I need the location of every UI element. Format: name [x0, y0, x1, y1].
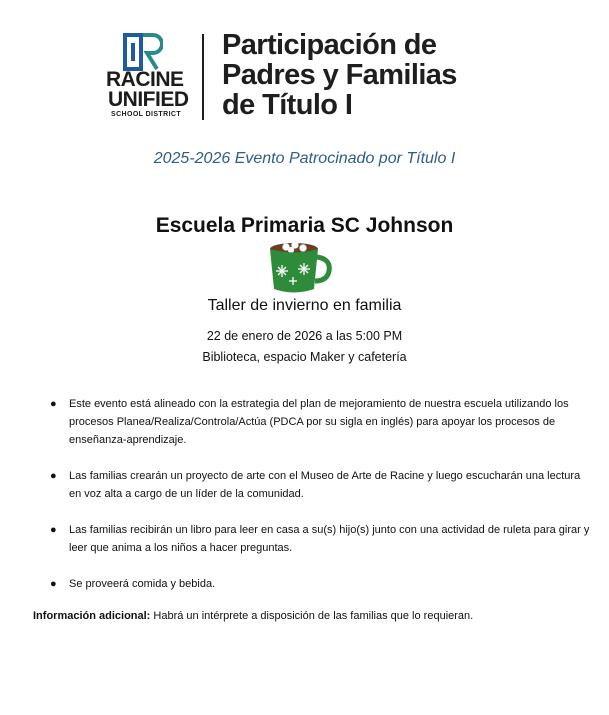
bullet-icon: ● [50, 524, 57, 536]
bullet-icon: ● [50, 398, 57, 410]
list-item-text: Las familias crearán un proyecto de arte con el Museo de Arte de Racine y luego escucharán una lectura en voz alta a cargo de un líder de la comunidad. [69, 470, 581, 500]
hot-cocoa-mug-icon [262, 239, 332, 297]
logo-text-unified: UNIFIED [108, 88, 189, 111]
additional-info-label: Información adicional: [33, 610, 151, 622]
additional-info-text: Habrá un intérprete a disposición de las familias que lo requieran. [150, 610, 474, 622]
logo-text-school-district: SCHOOL DISTRICT [111, 111, 182, 118]
event-location: Biblioteca, espacio Maker y cafetería [202, 350, 407, 364]
additional-info [33, 610, 473, 622]
list-item-text: Este evento está alineado con la estrategia del plan de mejoramiento de nuestra escuela utilizando los procesos Planea/Realiza/Controla/Actúa (PDCA por su sigla en inglés) para apoyar los procesos de enseñanza-aprendizaje. [69, 398, 569, 446]
event-details-list [50, 395, 595, 611]
title-line-2: Padres y Familias [222, 59, 457, 91]
page-title [222, 30, 457, 120]
list-item [50, 395, 595, 449]
title-line-1: Participación de [222, 29, 437, 61]
event-date: 22 de enero de 2026 a las 5:00 PM [206, 329, 403, 343]
list-item [50, 575, 595, 593]
list-item-text: Las familias recibirán un libro para leer en casa a su(s) hijo(s) junto con una actividad de ruleta para girar y leer que anima a los niños a hacer preguntas. [69, 524, 590, 554]
logo-text-racine: RACINE [106, 68, 184, 91]
header-divider [202, 34, 204, 120]
title-line-3: de Título I [222, 89, 353, 121]
list-item [50, 467, 595, 503]
event-title: Taller de invierno en familia [207, 297, 402, 314]
header [0, 0, 609, 140]
racine-unified-logo-icon [123, 33, 163, 71]
bullet-icon: ● [50, 578, 57, 590]
bullet-icon: ● [50, 470, 57, 482]
event-subtitle: 2025-2026 Evento Patrocinado por Título I [153, 150, 456, 167]
list-item-text: Se proveerá comida y bebida. [69, 578, 216, 590]
list-item [50, 521, 595, 557]
school-name: Escuela Primaria SC Johnson [155, 214, 454, 237]
